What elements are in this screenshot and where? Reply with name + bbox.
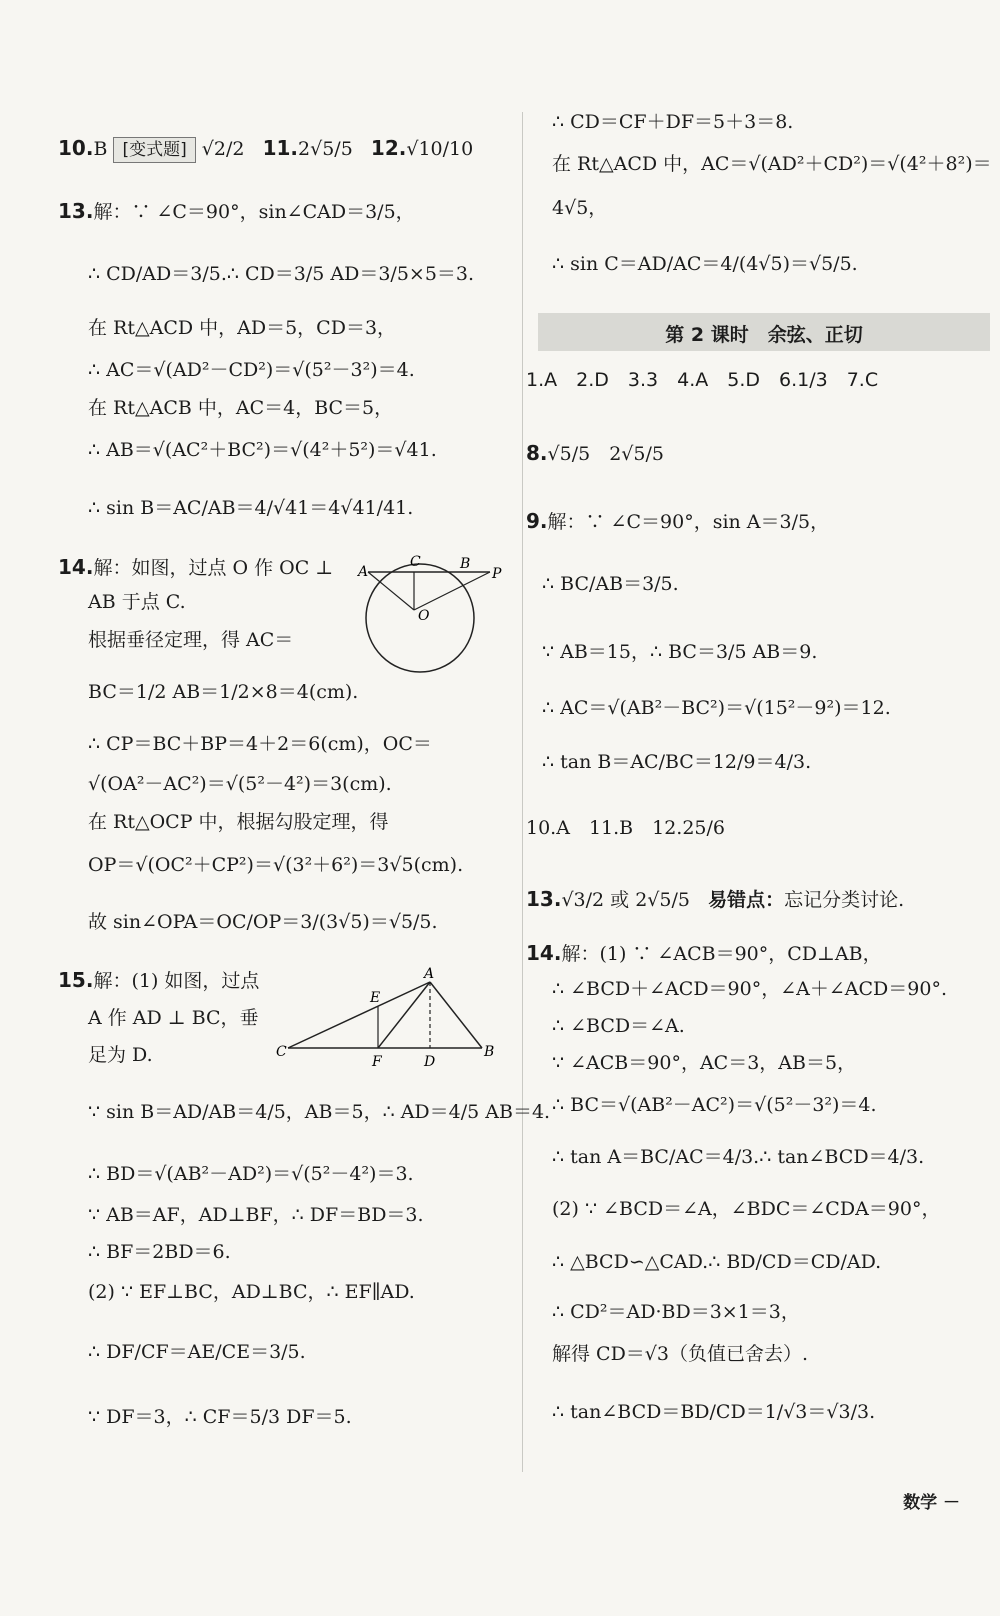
q9-line-3: ∴ AC＝√(AB²－BC²)＝√(15²－9²)＝12.: [542, 697, 891, 719]
q13-line-5: ∴ AB＝√(AC²＋BC²)＝√(4²＋5²)＝√41.: [88, 439, 437, 461]
label-o: O: [418, 608, 430, 624]
right-column: [524, 0, 1000, 1616]
answers-10-12: 10.A 11.B 12.25/6: [526, 817, 725, 839]
section-header: [538, 313, 990, 351]
answer-q10-12: 10.B [变式题] √2/2 11.2√5/5 12.√10/10: [58, 135, 473, 163]
q9-line-0: 9.解：∵ ∠C＝90°，sin A＝3/5，: [526, 509, 830, 533]
segment-oa: [368, 572, 414, 610]
q14r-line-6: (2) ∵ ∠BCD＝∠A，∠BDC＝∠CDA＝90°，: [552, 1198, 941, 1220]
variant-tag: [变式题]: [113, 137, 195, 163]
q9-line-1: ∴ BC/AB＝3/5.: [542, 573, 679, 595]
q14r-line-5: ∴ tan A＝BC/AC＝4/3.∴ tan∠BCD＝4/3.: [552, 1146, 925, 1168]
q14-line-2: 根据垂径定理，得 AC＝: [88, 629, 294, 651]
q14-line-0: 14.解：如图，过点 O 作 OC ⊥: [58, 555, 334, 579]
answer-q13: 13.√3/2 或 2√5/5 易错点：忘记分类讨论.: [526, 887, 905, 911]
right-top-line-1: 在 Rt△ACD 中，AC＝√(AD²＋CD²)＝√(4²＋8²)＝: [552, 153, 992, 175]
label-d: D: [424, 1054, 436, 1070]
label-b: B: [484, 1044, 495, 1060]
q14-line-4: ∴ CP＝BC＋BP＝4＋2＝6(cm)，OC＝: [88, 733, 432, 755]
segment-ab: [430, 982, 482, 1048]
q14-line-1: AB 于点 C.: [88, 591, 186, 613]
column-divider: [522, 112, 523, 1472]
label-f: F: [372, 1054, 382, 1070]
q14r-line-3: ∵ ∠ACB＝90°，AC＝3，AB＝5，: [552, 1052, 857, 1074]
q14r-line-8: ∴ CD²＝AD·BD＝3×1＝3，: [552, 1301, 800, 1323]
q14-line-7: OP＝√(OC²＋CP²)＝√(3²＋6²)＝3√5(cm).: [88, 854, 464, 876]
page-footer: 数学 －: [903, 1493, 960, 1513]
q14r-line-2: ∴ ∠BCD＝∠A.: [552, 1015, 685, 1037]
circle-figure: [352, 552, 512, 682]
right-top-line-0: ∴ CD＝CF＋DF＝5＋3＝8.: [552, 111, 794, 133]
q15-line-7: (2) ∵ EF⊥BC，AD⊥BC，∴ EF∥AD.: [88, 1281, 415, 1303]
q15-line-5: ∵ AB＝AF，AD⊥BF，∴ DF＝BD＝3.: [88, 1204, 424, 1226]
q13-line-2: 在 Rt△ACD 中，AD＝5，CD＝3，: [88, 317, 397, 339]
label-c: C: [410, 554, 421, 570]
segment-ca: [288, 982, 430, 1048]
label-a: A: [358, 564, 369, 580]
q15-line-9: ∵ DF＝3，∴ CF＝5/3 DF＝5.: [88, 1406, 352, 1428]
segment-af: [378, 982, 430, 1048]
q9-line-4: ∴ tan B＝AC/BC＝12/9＝4/3.: [542, 751, 812, 773]
label-p: P: [492, 566, 502, 582]
answers-1-7: 1.A 2.D 3.3 4.A 5.D 6.1/3 7.C: [526, 369, 879, 391]
q13-line-0: 13.解：∵ ∠C＝90°，sin∠CAD＝3/5，: [58, 199, 415, 223]
answer-q8: 8.√5/5 2√5/5: [526, 441, 664, 465]
q14-line-3: BC＝1/2 AB＝1/2×8＝4(cm).: [88, 681, 359, 703]
q15-line-1: A 作 AD ⊥ BC，垂: [88, 1007, 259, 1029]
q14r-line-10: ∴ tan∠BCD＝BD/CD＝1/√3＝√3/3.: [552, 1401, 876, 1423]
triangle-figure: [272, 966, 502, 1076]
q14-line-5: √(OA²－AC²)＝√(5²－4²)＝3(cm).: [88, 773, 392, 795]
q14r-line-9: 解得 CD＝√3（负值已舍去）.: [552, 1343, 809, 1365]
label-b: B: [460, 556, 471, 572]
error-note-label: 易错点：: [708, 889, 785, 911]
q15-line-8: ∴ DF/CF＝AE/CE＝3/5.: [88, 1341, 306, 1363]
section-title: 第 2 课时 余弦、正切: [665, 324, 863, 346]
segment-op: [414, 572, 490, 610]
label-e: E: [370, 990, 381, 1006]
q15-line-4: ∴ BD＝√(AB²－AD²)＝√(5²－4²)＝3.: [88, 1163, 414, 1185]
q13-line-1: ∴ CD/AD＝3/5.∴ CD＝3/5 AD＝3/5×5＝3.: [88, 263, 475, 285]
q9-line-2: ∵ AB＝15，∴ BC＝3/5 AB＝9.: [542, 641, 818, 663]
q13-line-3: ∴ AC＝√(AD²－CD²)＝√(5²－3²)＝4.: [88, 359, 415, 381]
right-top-line-3: ∴ sin C＝AD/AC＝4/(4√5)＝√5/5.: [552, 253, 858, 275]
q15-line-0: 15.解：(1) 如图，过点: [58, 968, 260, 992]
label-c: C: [276, 1044, 287, 1060]
label-a: A: [424, 966, 435, 982]
q13-line-6: ∴ sin B＝AC/AB＝4/√41＝4√41/41.: [88, 497, 414, 519]
q13-line-4: 在 Rt△ACB 中，AC＝4，BC＝5，: [88, 397, 394, 419]
q15-line-3: ∵ sin B＝AD/AB＝4/5，AB＝5，∴ AD＝4/5 AB＝4.: [88, 1101, 551, 1123]
q14r-line-4: ∴ BC＝√(AB²－AC²)＝√(5²－3²)＝4.: [552, 1094, 877, 1116]
q15-line-6: ∴ BF＝2BD＝6.: [88, 1241, 231, 1263]
q15-line-2: 足为 D.: [88, 1044, 153, 1066]
q14r-line-7: ∴ △BCD∽△CAD.∴ BD/CD＝CD/AD.: [552, 1251, 882, 1273]
q14-line-6: 在 Rt△OCP 中，根据勾股定理，得: [88, 811, 389, 833]
q14r-line-1: ∴ ∠BCD＋∠ACD＝90°，∠A＋∠ACD＝90°.: [552, 978, 947, 1000]
right-top-line-2: 4√5，: [552, 197, 608, 219]
q14r-line-0: 14.解：(1) ∵ ∠ACB＝90°，CD⊥AB，: [526, 941, 882, 965]
q14-line-8: 故 sin∠OPA＝OC/OP＝3/(3√5)＝√5/5.: [88, 911, 438, 933]
